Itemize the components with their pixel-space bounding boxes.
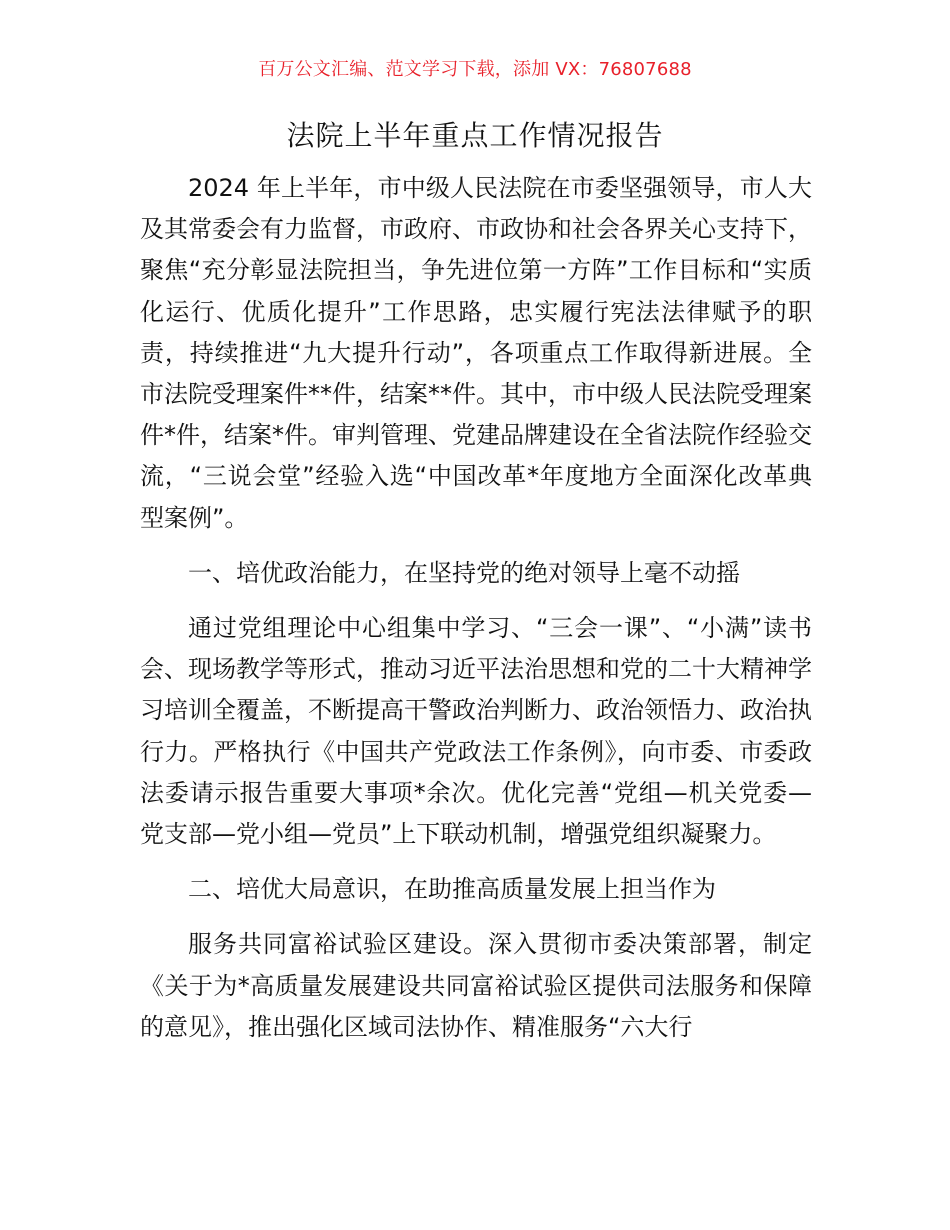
section-heading-2: 二、培优大局意识，在助推高质量发展上担当作为 [188, 875, 716, 904]
watermark-banner: 百万公文汇编、范文学习下载，添加 VX：76807688 [258, 59, 692, 80]
document-body [140, 168, 812, 1048]
section-paragraph-1: 通过党组理论中心组集中学习、“三会一课”、“小满”读书会、现场教学等形式，推动习近平法治思想和党的二十大精神学习培训全覆盖，不断提高干警政治判断力、政治领悟力、政治执行力。严格执行《中国共产党政法工作条例》，向市委、市委政法委请示报告重要大事项*余次。优化完善“党组—机关党委—党支部—党小组—党员”上下联动机制，增强党组织凝聚力。 [140, 614, 812, 849]
intro-paragraph: 2024 年上半年，市中级人民法院在市委坚强领导，市人大及其常委会有力监督，市政府、市政协和社会各界关心支持下，聚焦“充分彰显法院担当，争先进位第一方阵”工作目标和“实质化运行、优质化提升”工作思路，忠实履行宪法法律赋予的职责，持续推进“九大提升行动”，各项重点工作取得新进展。全市法院受理案件**件，结案**件。其中，市中级人民法院受理案件*件，结案*件。审判管理、党建品牌建设在全省法院作经验交流，“三说会堂”经验入选“中国改革*年度地方全面深化改革典型案例”。 [140, 174, 812, 532]
section-heading-1: 一、培优政治能力，在坚持党的绝对领导上毫不动摇 [188, 558, 740, 587]
document-title: 法院上半年重点工作情况报告 [286, 119, 664, 152]
section-paragraph-2: 服务共同富裕试验区建设。深入贯彻市委决策部署，制定《关于为*高质量发展建设共同富裕试验区提供司法服务和保障的意见》，推出强化区域司法协作、精准服务“六大行 [140, 930, 812, 1041]
